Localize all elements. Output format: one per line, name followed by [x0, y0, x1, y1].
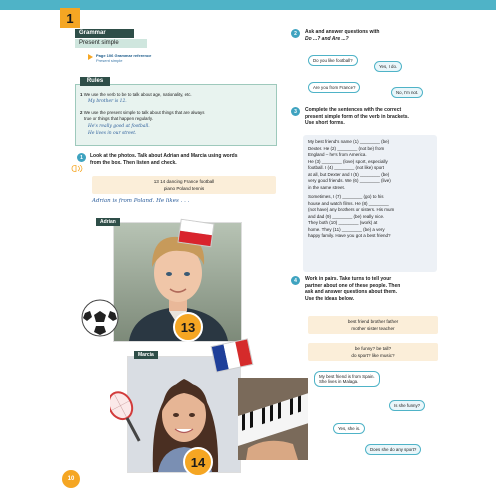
passage-line: (not have) any brothers or sisters. His mum	[308, 207, 395, 212]
france-flag-icon	[211, 338, 254, 372]
passage-line: My best friend's name (1) ________ (be)	[308, 139, 390, 144]
passage-line: They both (10) ________ (work) at	[308, 220, 378, 225]
exercise-3-passage	[303, 135, 437, 272]
passage-line: house and watch films. He (8) ________	[308, 200, 389, 206]
exercise-2-instructions	[305, 29, 445, 42]
piano-image	[238, 378, 308, 460]
passage-line: at all, but Dexter and I (5) ________ (be)	[308, 171, 390, 177]
exercise-3-instr-b: present simple form of the verb in brackets.	[305, 113, 409, 120]
page-number-badge: 10	[62, 470, 80, 488]
exercise-4-instructions	[305, 276, 450, 302]
exercise-2-instr-a: Ask and answer questions with	[305, 29, 380, 35]
adrian-age-badge: 13	[173, 312, 203, 342]
rule-2-text-a: We use the present simple to talk about things that are always	[83, 110, 205, 115]
speech-bubble-are-you-from-france: Are you from France?	[308, 82, 360, 93]
passage-line: in the same street.	[308, 184, 346, 190]
speech-bubble-is-she-funny: Is she funny?	[389, 400, 425, 411]
rule-1-number: 1	[80, 92, 83, 97]
people-box-row-2: mother sister teacher	[351, 326, 395, 331]
audio-icon[interactable]	[71, 165, 85, 172]
rule-2-text-b: true or things that happen regularly.	[84, 115, 153, 121]
exercise-4-ideas-box	[308, 343, 438, 361]
speech-bubble-do-you-like-football: Do you like football?	[308, 55, 358, 66]
passage-line: football. I (4) ________ (not like) sport	[308, 165, 385, 170]
speech-bubble-no-im-not: No, I'm not.	[391, 87, 423, 98]
exercise-4-instr-c: ask and answer questions about them.	[305, 289, 397, 295]
word-box-row-1: 13 14 dancing France football	[153, 179, 215, 184]
grammar-reference-sub: Present simple	[96, 58, 123, 63]
exercise-1-example: Adrian is from Poland. He likes . . .	[92, 198, 190, 204]
rule-2-example-b: He lives in our street.	[88, 131, 137, 136]
marcia-name-tag: Marcia	[134, 351, 158, 359]
exercise-2-instr-b: Do ...? and Are ...?	[305, 35, 349, 42]
ideas-box-row-1: be funny? be tall?	[354, 346, 392, 351]
passage-line: and dad (9) ________ (be) really nice.	[308, 213, 385, 219]
exercise-1-instr-a: Look at the photos. Talk about Adrian and Marcia using words	[90, 153, 238, 159]
bubble-line: My best friend is from Spain.	[319, 374, 375, 379]
exercise-1-instructions	[90, 153, 290, 166]
exercise-3-number: 3	[291, 107, 300, 116]
grammar-reference[interactable]	[96, 53, 151, 63]
speech-bubble-does-she-do-sport: Does she do any sport?	[365, 444, 421, 455]
speech-bubble-best-friend-spain	[314, 371, 380, 387]
grammar-reference-link[interactable]: Page 106 Grammar reference	[96, 53, 152, 58]
people-box-row-1: best friend brother father	[347, 319, 399, 324]
exercise-4-instr-a: Work in pairs. Take turns to tell your	[305, 276, 392, 282]
exercise-4-instr-d: Use the ideas below.	[305, 295, 354, 302]
rule-1-example: My brother is 12.	[88, 99, 127, 104]
passage-line: England – he's from America.	[308, 152, 367, 157]
passage-line: Dexter. He (2) ________ (not be) from	[308, 145, 385, 151]
ideas-box-row-2: do sport? like music?	[351, 353, 395, 358]
speech-bubble-yes-she-is: Yes, she is.	[333, 423, 365, 434]
passage-line: He (3) ________ (love) sport, especially	[308, 158, 388, 164]
rule-2-number: 2	[80, 110, 83, 115]
unit-number-badge: 1	[60, 8, 80, 28]
tennis-racket-icon	[110, 388, 144, 448]
rules-label: Rules	[80, 77, 110, 86]
poland-flag-icon	[177, 219, 214, 247]
grammar-title: Present simple	[75, 39, 147, 48]
exercise-4-instr-b: partner about one of these people. Then	[305, 282, 401, 289]
football-icon	[81, 299, 119, 337]
passage-line: Sometimes, I (7) ________ (go) to his	[308, 194, 384, 199]
word-box-row-2: piano Poland tennis	[163, 186, 205, 191]
exercise-2-number: 2	[291, 29, 300, 38]
passage-line: happy family. Have you got a best friend?	[308, 233, 391, 238]
reference-arrow-icon	[88, 54, 93, 60]
grammar-label: Grammar	[75, 29, 134, 38]
exercise-4-people-box	[308, 316, 438, 334]
marcia-age-badge: 14	[183, 447, 213, 477]
exercise-4-number: 4	[291, 276, 300, 285]
exercise-1-instr-b: from the box. Then listen and check.	[90, 159, 177, 166]
exercise-3-instr-a: Complete the sentences with the correct	[305, 107, 402, 113]
speech-bubble-yes-i-do: Yes, I do.	[374, 61, 402, 72]
exercise-1-number: 1	[77, 153, 86, 162]
rule-1-text: We use the verb to be to talk about age, nationality, etc.	[83, 92, 192, 97]
exercise-1-word-box	[92, 176, 276, 194]
rule-1	[80, 92, 270, 98]
rule-2-example-a: He's really good at football.	[88, 124, 150, 129]
exercise-3-instr-c: Use short forms.	[305, 120, 345, 126]
passage-line: home. They (11) ________ (be) a very	[308, 226, 385, 232]
rule-2	[80, 110, 270, 121]
bubble-line: She lives in Malaga.	[319, 379, 359, 384]
exercise-3-instructions	[305, 107, 450, 127]
passage-line: very good friends. We (6) ________ (live)	[308, 178, 391, 183]
adrian-name-tag: Adrian	[96, 218, 120, 226]
